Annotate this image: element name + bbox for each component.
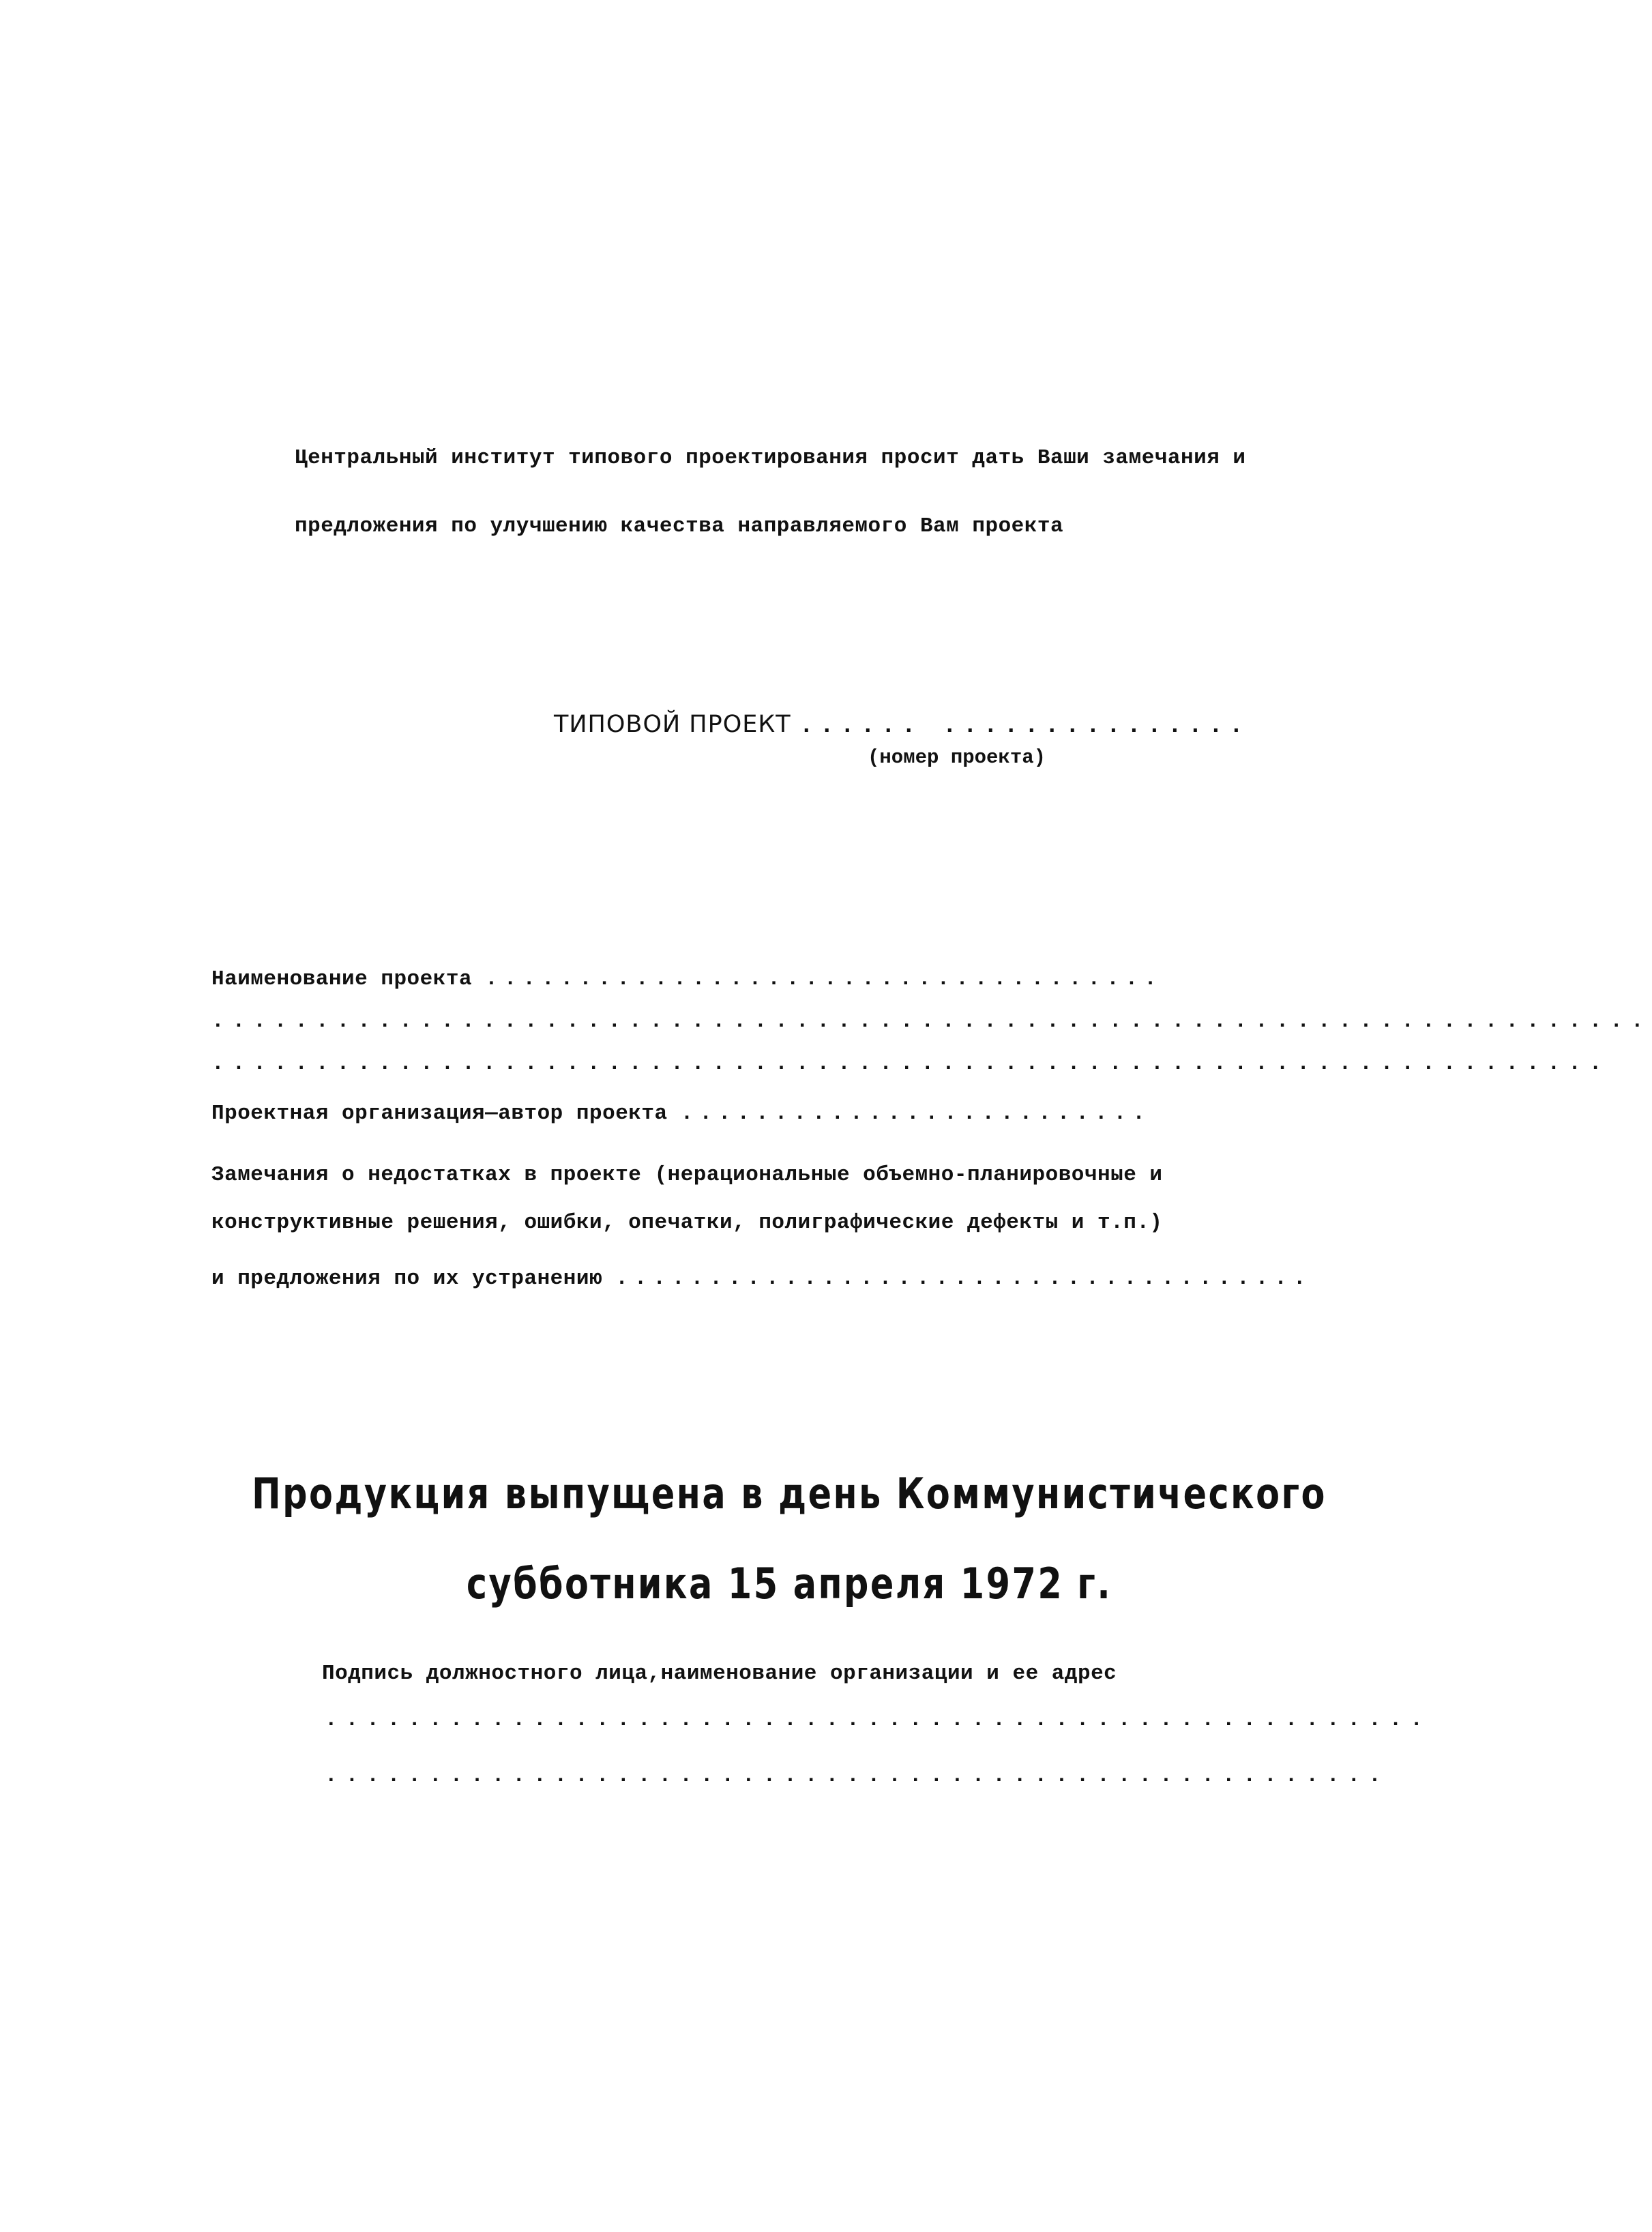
design-org-dots: ......................... — [680, 1102, 1151, 1126]
signature-label: Подпись должностного лица,наименование организации и ее адрес — [322, 1662, 1117, 1686]
remarks-dots: ..................................... — [615, 1267, 1312, 1291]
signature-line-2: ................................................... — [325, 1764, 1389, 1788]
project-number-hint: (номер проекта) — [868, 746, 1046, 769]
project-number-dots: ...... ............... — [799, 712, 1250, 739]
remarks-line-3: и предложения по их устранению — [211, 1267, 603, 1291]
remarks-line-2: конструктивные решения, ошибки, опечатки, полиграфические дефекты и т.п.) — [211, 1211, 1163, 1235]
intro-line-2: предложения по улучшению качества направляемого Вам проекта — [295, 514, 1064, 538]
remarks-line-1: Замечания о недостатках в проекте (нерациональные объемно-планировочные и — [211, 1163, 1163, 1187]
remarks-row-3 — [211, 1265, 1312, 1293]
project-name-row — [211, 966, 1163, 993]
project-name-label: Наименование проекта — [211, 967, 473, 991]
design-org-row — [211, 1100, 1151, 1128]
intro-line-1: Центральный институт типового проектирования просит дать Ваши замечания и — [295, 446, 1246, 470]
signature-line-1: ..................................................... — [325, 1708, 1431, 1732]
design-org-label: Проектная организация—автор проекта — [211, 1102, 668, 1126]
notice-line-1: Продукция выпущена в день Коммунистического — [252, 1469, 1327, 1518]
project-name-dots: .................................... — [485, 967, 1163, 991]
project-number-row — [554, 709, 1250, 741]
notice-line-2: субботника 15 апреля 1972 г. — [466, 1559, 1112, 1609]
project-name-line-3: ................................................................... — [211, 1052, 1610, 1076]
project-name-line-2: ..................................................................... — [211, 1010, 1652, 1033]
project-label: ТИПОВОЙ ПРОЕКТ — [554, 711, 791, 738]
